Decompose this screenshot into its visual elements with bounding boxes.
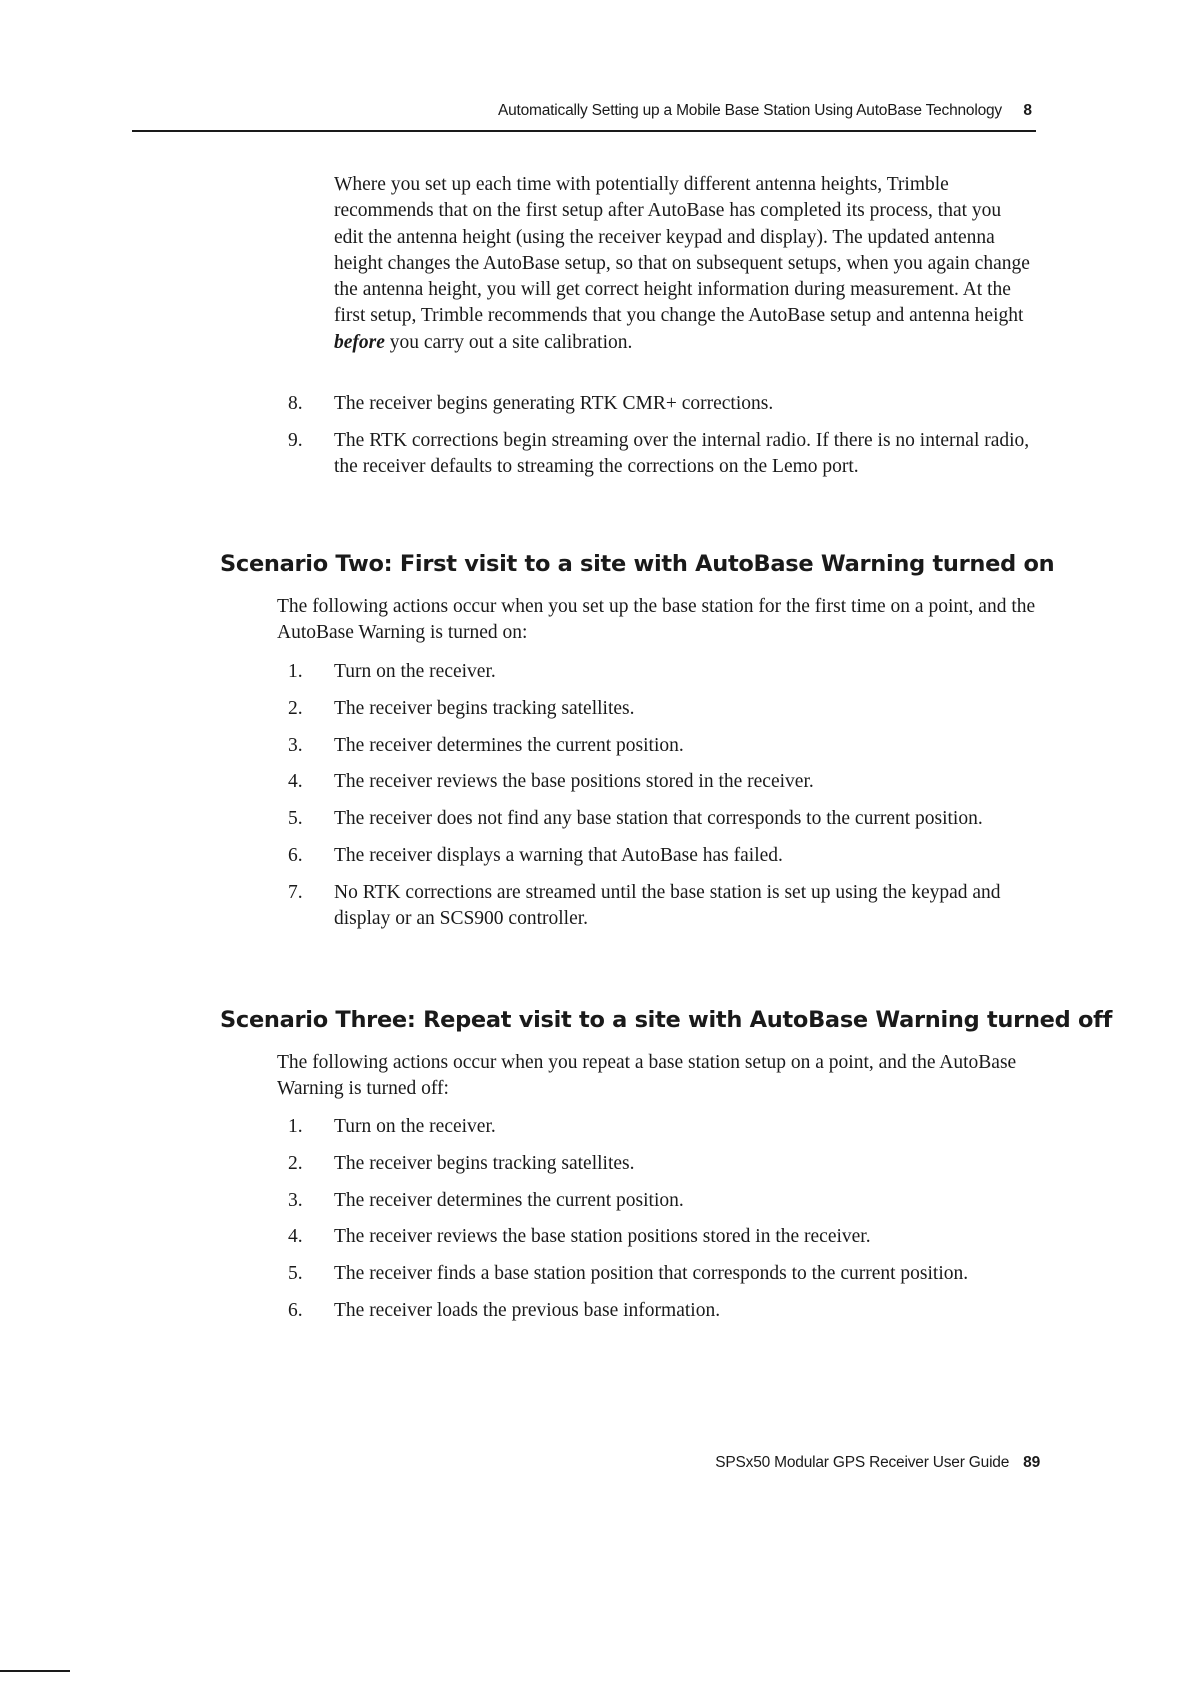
continued-steps-list bbox=[270, 391, 1040, 491]
scenario-two-steps bbox=[270, 659, 1040, 943]
list-item bbox=[270, 843, 1040, 869]
step-text: The receiver displays a warning that AutoBase has failed. bbox=[334, 844, 783, 866]
step-number: 8. bbox=[288, 393, 303, 414]
page-number: 89 bbox=[1023, 1454, 1040, 1471]
list-item bbox=[270, 1188, 1040, 1214]
step-text: No RTK corrections are streamed until the base station is set up using the keypad and display or an SCS900 controller. bbox=[334, 881, 1001, 930]
list-item bbox=[270, 1224, 1040, 1250]
step-number: 4. bbox=[288, 1226, 303, 1248]
step-number: 3. bbox=[288, 1189, 303, 1211]
list-item bbox=[270, 1114, 1040, 1140]
step-text: Turn on the receiver. bbox=[334, 1116, 496, 1137]
running-header-title: Automatically Setting up a Mobile Base Station Using AutoBase Technology bbox=[497, 102, 1002, 119]
step-number: 2. bbox=[288, 697, 303, 719]
step-number: 1. bbox=[288, 1116, 303, 1137]
continuation-text: Where you set up each time with potentially different antenna heights, Trimble recommends that on the first setup after AutoBase has completed its process, that you edit the antenna height (using the receiver keypad and display). The updated antenna height changes the AutoBase setup, so that on subsequent setups, when you again change the antenna height, you will get correct height information during measurement. At the first setup, Trimble recommends that you change the AutoBase setup and antenna height bbox=[334, 174, 1030, 327]
step-number: 6. bbox=[288, 1299, 303, 1321]
step-text: The receiver does not find any base station that corresponds to the current position. bbox=[334, 808, 983, 830]
chapter-number: 8 bbox=[1023, 102, 1032, 119]
list-item bbox=[270, 769, 1040, 795]
step-number: 2. bbox=[288, 1152, 303, 1174]
step-text: The receiver begins generating RTK CMR+ corrections. bbox=[334, 393, 774, 414]
scenario-three-intro: The following actions occur when you repeat a base station setup on a point, and the AutoBase Warning is turned off: bbox=[277, 1052, 1017, 1100]
step-number: 3. bbox=[288, 734, 303, 756]
running-footer bbox=[715, 1454, 1040, 1472]
list-item bbox=[270, 391, 1040, 417]
scenario-two-intro: The following actions occur when you set up the base station for the first time on a point, and the AutoBase Warning is turned on: bbox=[277, 596, 1036, 644]
list-item bbox=[270, 806, 1040, 832]
step-text: The receiver begins tracking satellites. bbox=[334, 1152, 635, 1174]
step-text: The receiver reviews the base station positions stored in the receiver. bbox=[334, 1226, 871, 1248]
list-item bbox=[270, 1261, 1040, 1287]
list-item bbox=[270, 1298, 1040, 1324]
step-text: The receiver begins tracking satellites. bbox=[334, 697, 635, 719]
emphasis-text: before bbox=[334, 331, 385, 353]
step-text: The receiver determines the current position. bbox=[334, 734, 684, 756]
list-item bbox=[270, 733, 1040, 759]
step-number: 4. bbox=[288, 771, 303, 793]
footer-title: SPSx50 Modular GPS Receiver User Guide bbox=[715, 1454, 1010, 1471]
scenario-three-steps bbox=[270, 1114, 1040, 1335]
step-text: The RTK corrections begin streaming over the internal radio. If there is no internal radio, the receiver defaults to streaming the corrections on the Lemo port. bbox=[334, 429, 1030, 478]
list-item bbox=[270, 659, 1040, 685]
step-text: The receiver loads the previous base information. bbox=[334, 1299, 721, 1321]
continuation-text-end: you carry out a site calibration. bbox=[389, 331, 633, 353]
step-text: The receiver determines the current position. bbox=[334, 1189, 684, 1211]
list-item bbox=[270, 428, 1040, 481]
step-number: 1. bbox=[288, 661, 303, 682]
list-item bbox=[270, 1151, 1040, 1177]
continuation-paragraph bbox=[334, 172, 1034, 356]
section-heading-scenario-three: Scenario Three: Repeat visit to a site with AutoBase Warning turned off bbox=[220, 1007, 1113, 1033]
scan-edge-mark bbox=[0, 1670, 70, 1672]
step-text: The receiver finds a base station position that corresponds to the current position. bbox=[334, 1263, 969, 1285]
running-header bbox=[132, 100, 1036, 132]
step-number: 9. bbox=[288, 429, 303, 451]
step-text: Turn on the receiver. bbox=[334, 661, 496, 682]
step-number: 5. bbox=[288, 808, 303, 830]
step-number: 7. bbox=[288, 881, 303, 903]
step-number: 5. bbox=[288, 1263, 303, 1285]
list-item bbox=[270, 880, 1040, 933]
step-text: The receiver reviews the base positions stored in the receiver. bbox=[334, 771, 814, 793]
step-number: 6. bbox=[288, 844, 303, 866]
section-heading-scenario-two: Scenario Two: First visit to a site with AutoBase Warning turned on bbox=[220, 551, 1055, 577]
list-item bbox=[270, 696, 1040, 722]
